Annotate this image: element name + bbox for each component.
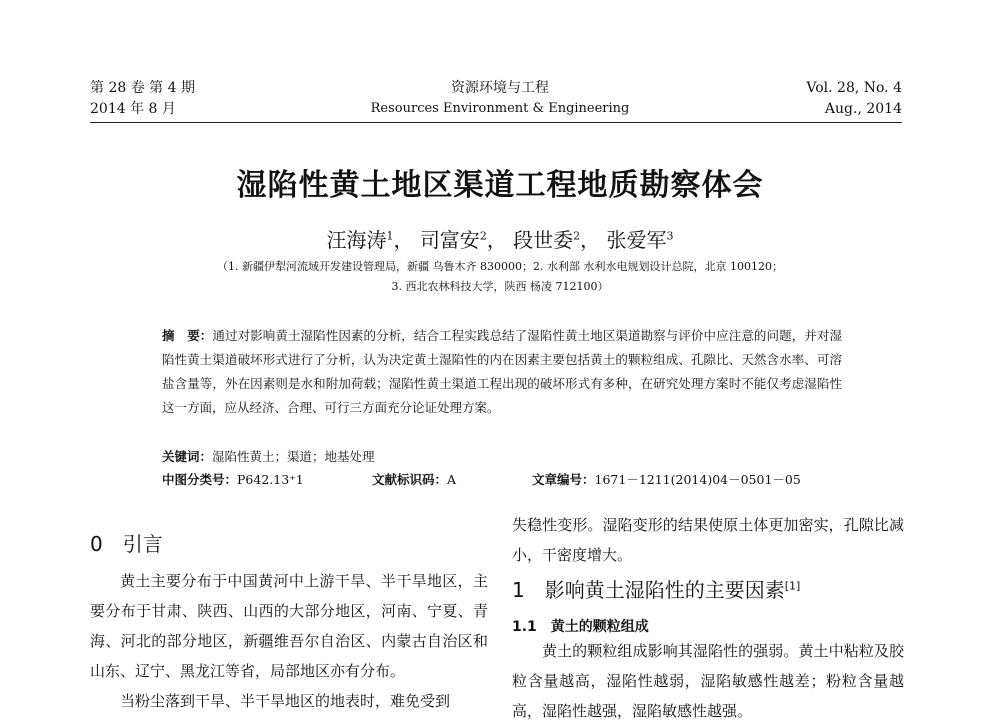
author-name: 司富安 bbox=[419, 228, 480, 252]
header-date-cn: 2014 年 8 月 bbox=[90, 101, 176, 117]
header-rule bbox=[90, 122, 902, 123]
author-list bbox=[0, 224, 1000, 253]
subsection-heading-particle-composition: 1.1 黄土的颗粒组成 bbox=[512, 619, 649, 635]
intro-paragraph: 黄土主要分布于中国黄河中上游干旱、半干旱地区，主要分布于甘肃、陕西、山西的大部分地区，河南、宁夏、青海、河北的部分地区，新疆维吾尔自治区、内蒙古自治区和山东、辽宁、黑龙江等省，局部地区亦有分布。 bbox=[90, 572, 488, 680]
document-code-value: A bbox=[447, 472, 457, 487]
author-affil-mark: 3 bbox=[666, 229, 674, 243]
document-code bbox=[372, 470, 456, 488]
clc-number bbox=[162, 470, 304, 488]
header-date-en: Aug., 2014 bbox=[824, 101, 902, 117]
author-affil-mark: 2 bbox=[573, 229, 581, 243]
clc-value: P642.13⁺1 bbox=[237, 472, 304, 487]
affiliation-line-2: 3. 西北农林科技大学，陕西 杨凌 712100） bbox=[391, 280, 609, 293]
section-heading-factors bbox=[512, 574, 800, 603]
intro-paragraph-continued: 当粉尘落到干旱、半干旱地区的地表时，难免受到 bbox=[120, 692, 451, 710]
keywords bbox=[162, 447, 375, 465]
article-number-value: 1671－1211(2014)04－0501－05 bbox=[594, 472, 801, 487]
keywords-text: 湿陷性黄土；渠道；地基处理 bbox=[212, 449, 375, 464]
author-affil-mark: 1 bbox=[386, 229, 394, 243]
right-column-continuation: 失稳性变形。湿陷变形的结果使原土体更加密实，孔隙比减小，干密度增大。 bbox=[512, 516, 904, 564]
article-number-label: 文章编号： bbox=[532, 472, 595, 487]
affiliation-line-1: （1. 新疆伊犁河流域开发建设管理局，新疆 乌鲁木齐 830000；2. 水利部 水利水电规划设计总院，北京 100120； bbox=[217, 260, 783, 273]
section-heading-introduction: 0 引言 bbox=[90, 532, 163, 556]
author-separator: ， bbox=[393, 228, 414, 252]
abstract-text: 通过对影响黄土湿陷性因素的分析，结合工程实践总结了湿陷性黄土地区渠道勘察与评价中应注意的问题，并对湿陷性黄土渠道破坏形式进行了分析，认为决定黄土湿陷性的内在因素主要包括黄土的颗粒组成、孔隙比、天然含水率、可溶盐含量等，外在因素则是水和附加荷载；湿陷性黄土渠道工程出现的破坏形式有多种，在研究处理方案时不能仅考虑湿陷性这一方面，应从经济、合理、可行三方面充分论证处理方案。 bbox=[162, 328, 842, 415]
document-code-label: 文献标识码： bbox=[372, 472, 448, 487]
keywords-label: 关键词： bbox=[162, 449, 213, 464]
paper-title: 湿陷性黄土地区渠道工程地质勘察体会 bbox=[236, 168, 764, 203]
author-name: 张爱军 bbox=[606, 228, 667, 252]
section-reference: [1] bbox=[784, 579, 801, 593]
author-name: 汪海涛 bbox=[326, 228, 387, 252]
header-journal-cn: 资源环境与工程 bbox=[451, 80, 549, 96]
section-heading-text: 1 影响黄土湿陷性的主要因素 bbox=[512, 578, 785, 602]
abstract-label: 摘 要： bbox=[162, 328, 213, 343]
header-volume-issue-cn: 第 28 卷 第 4 期 bbox=[90, 80, 195, 96]
author-affil-mark: 2 bbox=[479, 229, 487, 243]
author-name: 段世委 bbox=[513, 228, 574, 252]
header-volume-issue-en: Vol. 28, No. 4 bbox=[806, 80, 902, 96]
abstract bbox=[162, 324, 842, 420]
clc-label: 中图分类号： bbox=[162, 472, 238, 487]
author-separator: ， bbox=[486, 228, 507, 252]
author-separator: ， bbox=[580, 228, 601, 252]
header-journal-en: Resources Environment & Engineering bbox=[370, 101, 630, 116]
particle-composition-paragraph: 黄土的颗粒组成影响其湿陷性的强弱。黄土中粘粒及胶粒含量越高，湿陷性越弱，湿陷敏感性越差；粉粒含量越高，湿陷性越强，湿陷敏感性越强。 bbox=[512, 642, 904, 720]
article-number bbox=[532, 470, 801, 488]
